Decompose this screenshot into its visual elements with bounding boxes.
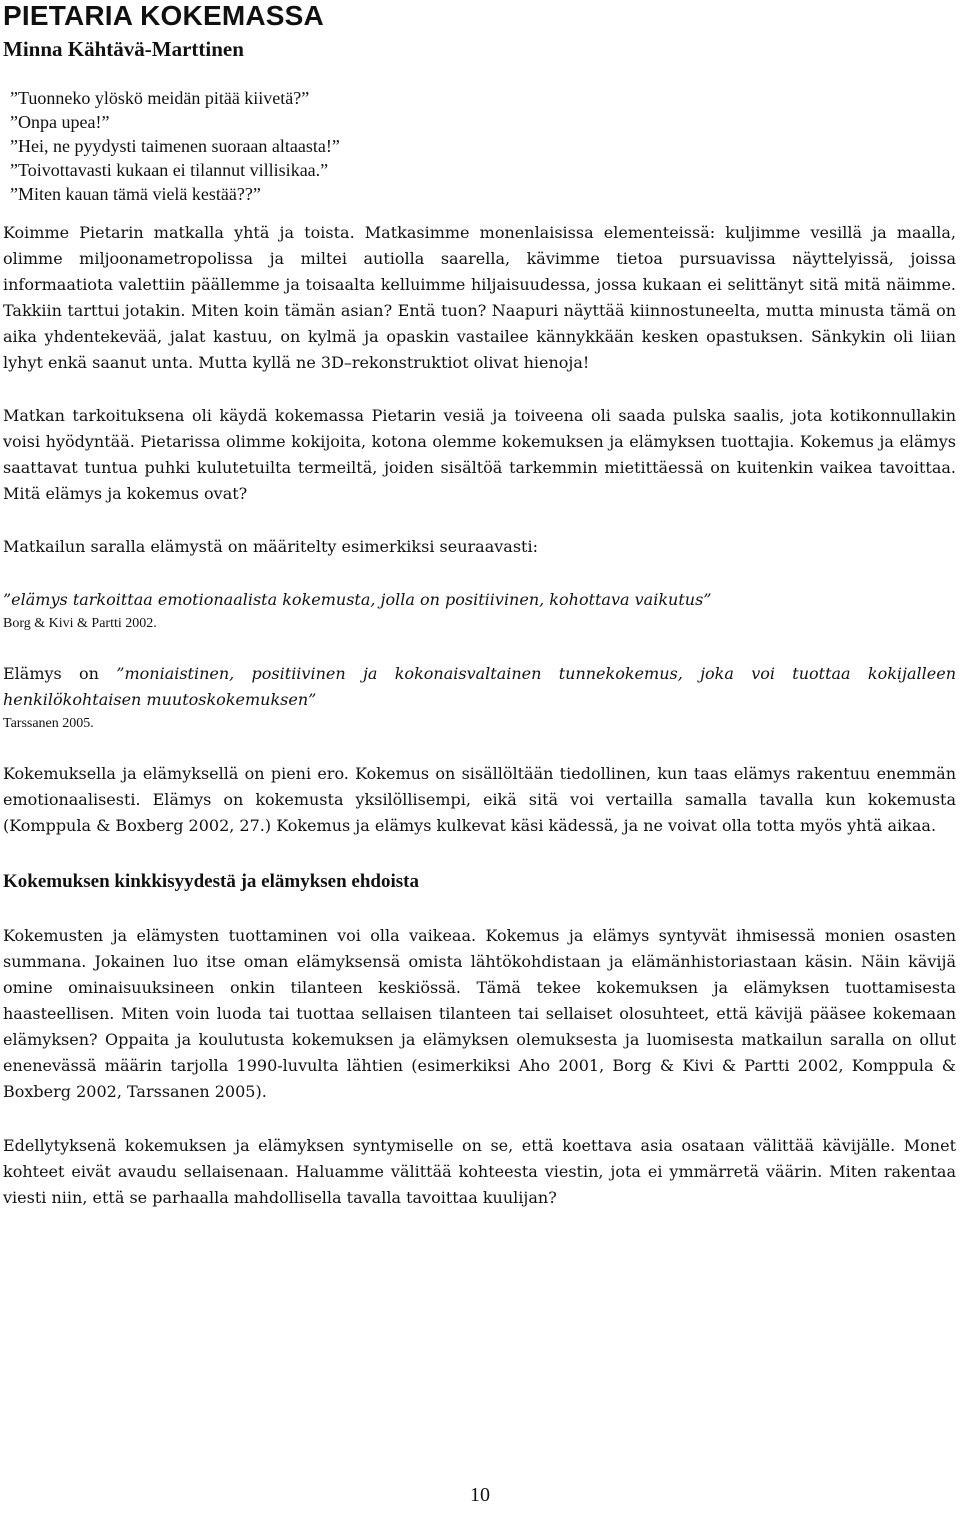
paragraph-intro: Koimme Pietarin matkalla yhtä ja toista. Matkasimme monenlaisissa elementeissä: kuljimme vesillä ja maalla, olimme miljoonametropolissa ja miltei autiolla saarella, kävimme tietoa pursuavissa näyttelyissä, joissa informaatiota valettiin päällemme ja toisaalta kelluimme hiljaisuudessa, jossa kukaan ei selittänyt sitä mitä näimme. Takkiin tarttui jotakin. Miten koin tämän asian? Entä tuon? Naapuri näyttää kiinnostuneelta, mutta minusta tämä on aika yhdentekevää, jalat kastuu, on kylmä ja opaskin vastailee kännykkään kesken opastuksen. Sänkykin oli liian lyhyt enkä saanut unta. Mutta kyllä ne 3D–rekonstruktiot olivat hienoja!: [3, 223, 956, 372]
quote-line: ”Onpa upea!”: [10, 112, 110, 132]
definition-source: Borg & Kivi & Partti 2002.: [3, 616, 157, 631]
definition-lead: Elämys on: [3, 664, 117, 683]
definition-block-1: [3, 587, 956, 635]
quote-line: ”Toivottavasti kukaan ei tilannut villisikaa.”: [10, 160, 329, 180]
definition-quote: ”elämys tarkoittaa emotionaalista kokemusta, jolla on positiivinen, kohottava vaikutus”: [3, 590, 712, 609]
document-page: [3, 0, 956, 1211]
section-heading: Kokemuksen kinkkisyydestä ja elämyksen ehdoista: [3, 871, 419, 892]
page-number: 10: [470, 1484, 490, 1506]
article-title: PIETARIA KOKEMASSA: [3, 0, 324, 31]
paragraph-conditions: Edellytyksenä kokemuksen ja elämyksen syntymiselle on se, että koettava asia osataan välittää kävijälle. Monet kohteet eivät avaudu sellaisenaan. Haluamme välittää kohteesta viestin, jota ei ymmärretä väärin. Miten rakentaa viesti niin, että se parhaalla mahdollisella tavalla tavoittaa kuulijan?: [3, 1136, 956, 1207]
quote-line: ”Hei, ne pyydysti taimenen suoraan altaasta!”: [10, 136, 340, 156]
definition-block-2: [3, 661, 956, 735]
quote-line: ”Tuonneko ylöskö meidän pitää kiivetä?”: [10, 88, 310, 108]
definition-paragraph: [3, 661, 956, 713]
paragraph-definition-lead: Matkailun saralla elämystä on määritelty esimerkiksi seuraavasti:: [3, 537, 538, 556]
paragraph-challenge: Kokemusten ja elämysten tuottaminen voi olla vaikeaa. Kokemus ja elämys syntyvät ihmisessä monien osasten summana. Jokainen luo itse oman elämyksensä omista lähtökohdistaan ja elämänhistoriastaan käsin. Näin kävijä omine ominaisuuksineen onkin tilanteen keskiössä. Tämä tekee kokemuksen ja elämyksen tuottamisesta haasteellisen. Miten voin luoda tai tuottaa sellaisen tilanteen tai sellaiset olosuhteet, että kävijä pääsee kokemaan elämyksen? Oppaita ja koulutusta kokemuksen ja elämyksen olemuksesta ja luomisesta matkailun saralla on ollut enenevässä määrin tarjolla 1990-luvulta lähtien (esimerkiksi Aho 2001, Borg & Kivi & Partti 2002, Komppula & Boxberg 2002, Tarssanen 2005).: [3, 926, 956, 1101]
definition-quote: ”moniaistinen, positiivinen ja kokonaisvaltainen tunnekokemus, joka voi tuottaa kokijalleen henkilökohtaisen muutoskokemuksen”: [3, 664, 956, 709]
article-author: Minna Kähtävä-Marttinen: [3, 37, 244, 61]
paragraph-difference: Kokemuksella ja elämyksellä on pieni ero. Kokemus on sisällöltään tiedollinen, kun taas elämys rakentuu enemmän emotionaalisesti. Elämys on kokemusta yksilöllisempi, eikä sitä voi vertailla samalla tavalla kun kokemusta (Komppula & Boxberg 2002, 27.) Kokemus ja elämys kulkevat käsi kädessä, ja ne voivat olla totta myös yhtä aikaa.: [3, 764, 956, 835]
quote-line: ”Miten kauan tämä vielä kestää??”: [10, 184, 261, 204]
definition-source: Tarssanen 2005.: [3, 716, 94, 731]
paragraph-purpose: Matkan tarkoituksena oli käydä kokemassa Pietarin vesiä ja toiveena oli saada pulska saalis, jota kotikonnullakin voisi hyödyntää. Pietarissa olimme kokijoita, kotona olemme kokemuksen ja elämyksen tuottajia. Kokemus ja elämys saattavat tuntua puhki kulutetuilta termeiltä, joiden sisältöä tarkemmin mietittäessä on kuitenkin vaikea tavoittaa. Mitä elämys ja kokemus ovat?: [3, 406, 956, 503]
opening-quotes: [3, 86, 956, 206]
